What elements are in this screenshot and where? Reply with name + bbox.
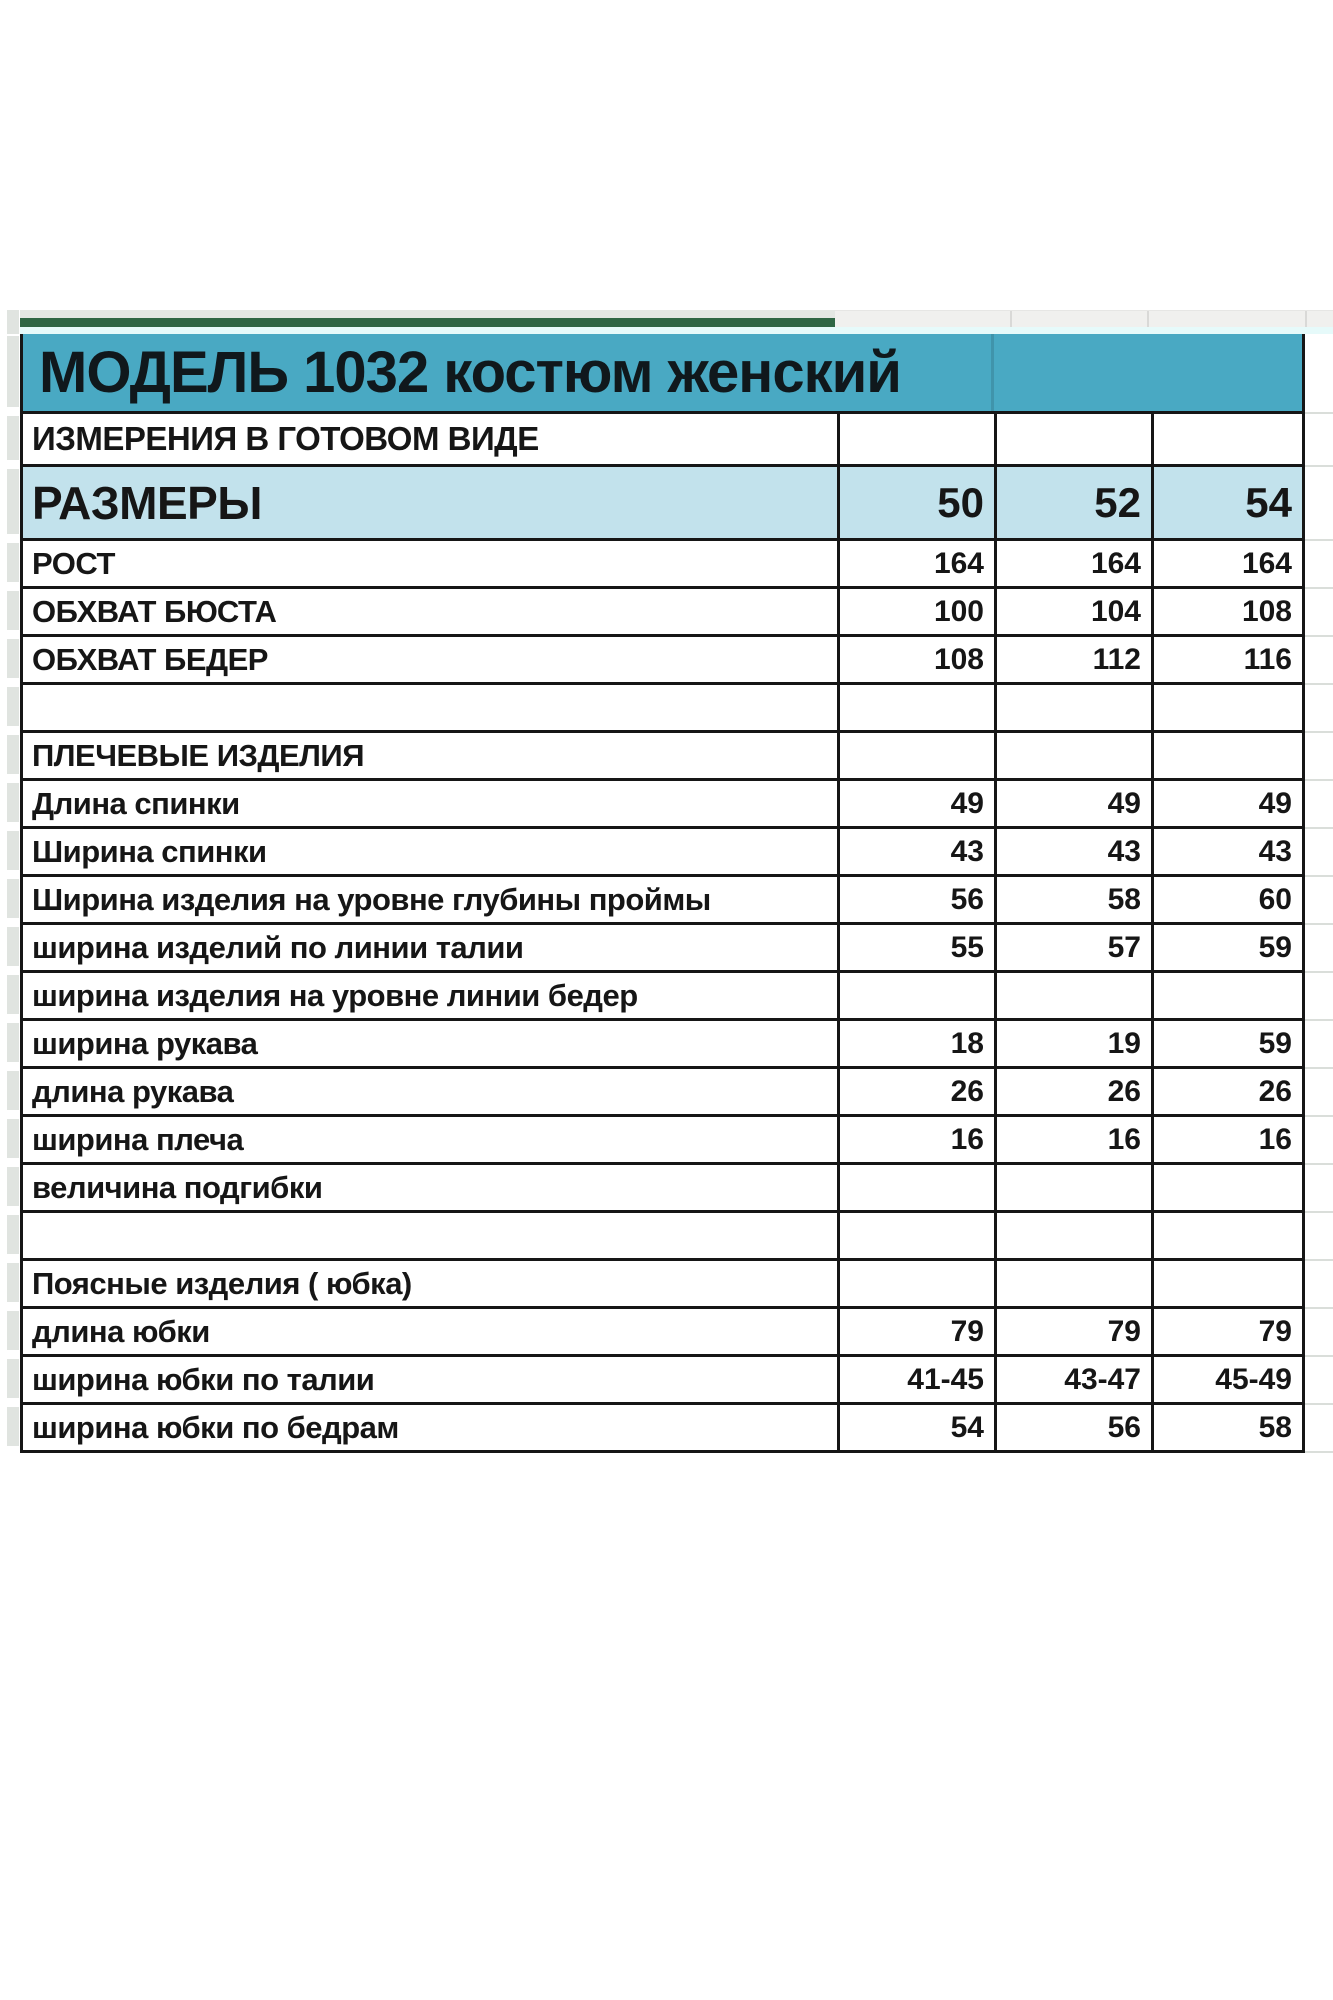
value-cell-size-52[interactable]: 104 [994, 589, 1151, 634]
row-label-cell[interactable]: длина юбки [32, 1313, 210, 1349]
row-label-cell[interactable]: длина рукава [32, 1073, 234, 1109]
merged-cell-seam [991, 334, 994, 411]
table-row [23, 733, 1302, 781]
value-cell-size-50[interactable]: 54 [837, 1405, 994, 1450]
row-label-cell[interactable]: Ширина спинки [32, 833, 267, 869]
value-cell-size-50[interactable] [837, 685, 994, 730]
value-cell-size-52[interactable] [994, 414, 1151, 464]
value-cell-size-54[interactable]: 16 [1151, 1117, 1302, 1162]
table-row [23, 1117, 1302, 1165]
value-cell-size-54[interactable] [1151, 685, 1302, 730]
table-row [23, 781, 1302, 829]
value-cell-size-50[interactable] [837, 973, 994, 1018]
table-row [23, 1165, 1302, 1213]
value-cell-size-52[interactable]: 57 [994, 925, 1151, 970]
value-cell-size-52[interactable]: 26 [994, 1069, 1151, 1114]
cyan-divider-line [20, 327, 1333, 334]
row-label-cell[interactable]: ОБХВАТ БЮСТА [32, 593, 277, 629]
green-accent-bar [20, 318, 835, 327]
value-cell-size-54[interactable]: 108 [1151, 589, 1302, 634]
table-row [23, 1021, 1302, 1069]
value-cell-size-54[interactable] [1151, 1261, 1302, 1306]
table-row [23, 973, 1302, 1021]
value-cell-size-52[interactable]: 43 [994, 829, 1151, 874]
table-row [23, 1213, 1302, 1261]
value-cell-size-54[interactable] [1151, 414, 1302, 464]
value-cell-size-54[interactable]: 45-49 [1151, 1357, 1302, 1402]
table-row [23, 685, 1302, 733]
row-label-cell[interactable]: РОСТ [32, 545, 115, 581]
value-cell-size-50[interactable] [837, 414, 994, 464]
row-label-cell[interactable]: ширина рукава [32, 1025, 258, 1061]
value-cell-size-52[interactable] [994, 685, 1151, 730]
row-label-cell[interactable]: ПЛЕЧЕВЫЕ ИЗДЕЛИЯ [32, 737, 364, 773]
value-cell-size-52[interactable]: 56 [994, 1405, 1151, 1450]
value-cell-size-50[interactable]: 79 [837, 1309, 994, 1354]
value-cell-size-54[interactable]: 26 [1151, 1069, 1302, 1114]
table-row [23, 637, 1302, 685]
value-cell-size-54[interactable]: 59 [1151, 925, 1302, 970]
value-cell-size-54[interactable]: 116 [1151, 637, 1302, 682]
subtitle-cell[interactable]: ИЗМЕРЕНИЯ В ГОТОВОМ ВИДЕ [32, 420, 539, 457]
value-cell-size-52[interactable] [994, 1213, 1151, 1258]
row-label-cell[interactable]: Поясные изделия ( юбка) [32, 1265, 412, 1301]
value-cell-size-54[interactable]: 79 [1151, 1309, 1302, 1354]
gridline [1147, 311, 1149, 328]
value-cell-size-54[interactable] [1151, 733, 1302, 778]
table-row [23, 925, 1302, 973]
value-cell-size-50[interactable]: 164 [837, 541, 994, 586]
value-cell-size-50[interactable]: 56 [837, 877, 994, 922]
table-row [23, 1405, 1302, 1453]
value-cell-size-52[interactable]: 43-47 [994, 1357, 1151, 1402]
table-row [23, 1069, 1302, 1117]
row-label-cell[interactable]: ширина юбки по талии [32, 1361, 375, 1397]
value-cell-size-54[interactable] [1151, 1165, 1302, 1210]
row-label-cell[interactable]: величина подгибки [32, 1169, 323, 1205]
table-row [23, 829, 1302, 877]
size-52-header-cell[interactable]: 52 [994, 467, 1151, 538]
row-label-cell[interactable] [23, 685, 837, 730]
table-row [23, 541, 1302, 589]
value-cell-size-50[interactable]: 26 [837, 1069, 994, 1114]
measurements-table [20, 334, 1305, 1453]
row-label-cell[interactable]: Ширина изделия на уровне глубины проймы [32, 881, 711, 917]
value-cell-size-52[interactable] [994, 973, 1151, 1018]
value-cell-size-52[interactable]: 49 [994, 781, 1151, 826]
table-row [23, 589, 1302, 637]
row-label-cell[interactable]: ширина юбки по бедрам [32, 1409, 399, 1445]
value-cell-size-54[interactable]: 43 [1151, 829, 1302, 874]
value-cell-size-50[interactable]: 49 [837, 781, 994, 826]
sizes-header-cell[interactable]: РАЗМЕРЫ [32, 476, 262, 529]
row-label-cell[interactable] [23, 1213, 837, 1258]
value-cell-size-50[interactable]: 43 [837, 829, 994, 874]
size-54-header-cell[interactable]: 54 [1151, 467, 1302, 538]
value-cell-size-54[interactable]: 49 [1151, 781, 1302, 826]
value-cell-size-54[interactable]: 60 [1151, 877, 1302, 922]
value-cell-size-50[interactable]: 100 [837, 589, 994, 634]
gridline [1010, 311, 1012, 328]
value-cell-size-50[interactable] [837, 733, 994, 778]
value-cell-size-52[interactable]: 16 [994, 1117, 1151, 1162]
model-title-cell[interactable]: МОДЕЛЬ 1032 костюм женский [39, 340, 901, 405]
value-cell-size-52[interactable]: 19 [994, 1021, 1151, 1066]
table-row [23, 877, 1302, 925]
row-label-cell[interactable]: ширина плеча [32, 1121, 244, 1157]
value-cell-size-52[interactable]: 164 [994, 541, 1151, 586]
value-cell-size-50[interactable]: 108 [837, 637, 994, 682]
value-cell-size-54[interactable] [1151, 973, 1302, 1018]
value-cell-size-54[interactable]: 59 [1151, 1021, 1302, 1066]
table-row [23, 1261, 1302, 1309]
row-label-cell[interactable]: Длина спинки [32, 785, 240, 821]
subtitle-row [23, 414, 1302, 467]
value-cell-size-52[interactable] [994, 733, 1151, 778]
value-cell-size-54[interactable]: 164 [1151, 541, 1302, 586]
table-row [23, 1357, 1302, 1405]
value-cell-size-52[interactable] [994, 1165, 1151, 1210]
row-label-cell[interactable]: ширина изделий по линии талии [32, 929, 524, 965]
empty-gridline-strip [835, 310, 1333, 328]
cropped-toolbar-band [20, 310, 835, 318]
value-cell-size-50[interactable]: 41-45 [837, 1357, 994, 1402]
row-label-cell[interactable]: ОБХВАТ БЕДЕР [32, 641, 268, 677]
gridline [1305, 311, 1307, 328]
value-cell-size-50[interactable]: 55 [837, 925, 994, 970]
size-50-header-cell[interactable]: 50 [837, 467, 994, 538]
table-title-row [23, 334, 1302, 414]
value-cell-size-54[interactable]: 58 [1151, 1405, 1302, 1450]
row-label-cell[interactable]: ширина изделия на уровне линии бедер [32, 977, 638, 1013]
value-cell-size-52[interactable]: 79 [994, 1309, 1151, 1354]
data-rows-container [23, 541, 1302, 1453]
value-cell-size-54[interactable] [1151, 1213, 1302, 1258]
sizes-header-row [23, 467, 1302, 541]
value-cell-size-52[interactable]: 58 [994, 877, 1151, 922]
value-cell-size-50[interactable] [837, 1261, 994, 1306]
row-header-gutter [7, 310, 19, 334]
table-row [23, 1309, 1302, 1357]
value-cell-size-52[interactable]: 112 [994, 637, 1151, 682]
value-cell-size-50[interactable] [837, 1165, 994, 1210]
value-cell-size-50[interactable]: 16 [837, 1117, 994, 1162]
value-cell-size-50[interactable]: 18 [837, 1021, 994, 1066]
value-cell-size-52[interactable] [994, 1261, 1151, 1306]
value-cell-size-50[interactable] [837, 1213, 994, 1258]
